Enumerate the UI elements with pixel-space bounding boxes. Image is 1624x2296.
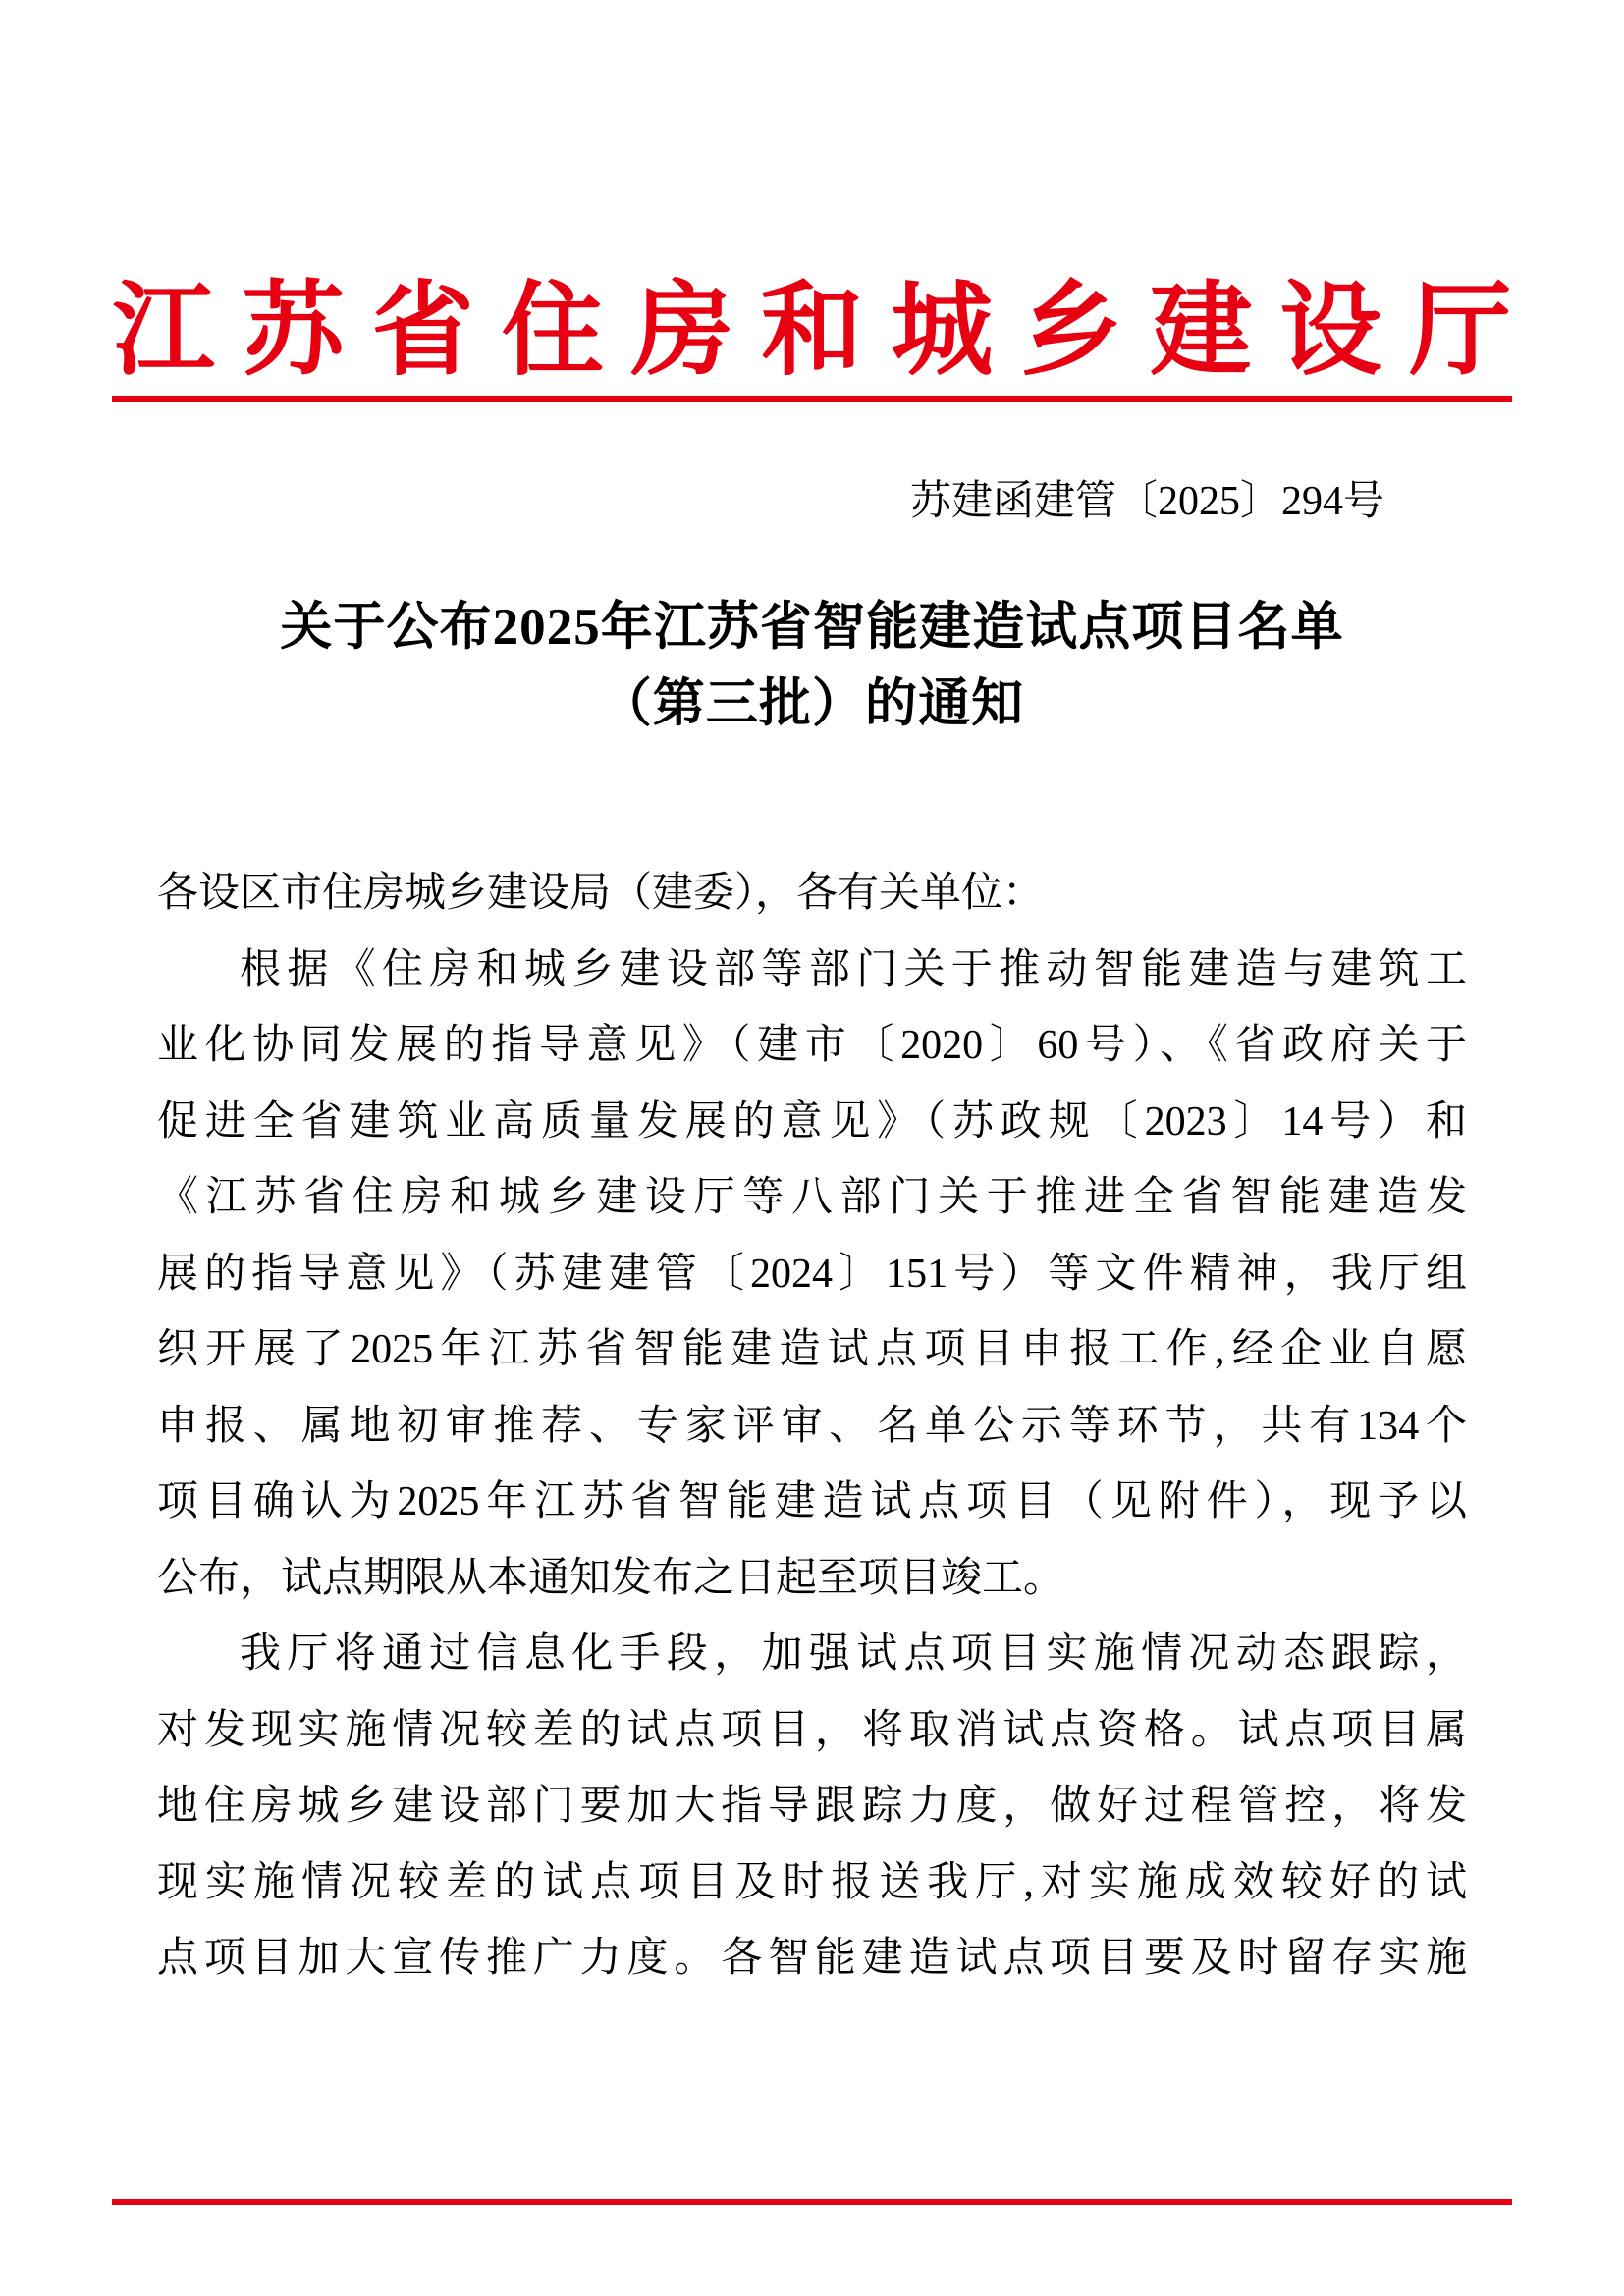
body-line: 公布，试点期限从本通知发布之日起至项目竣工。 [157, 1555, 1065, 1601]
body-line: 促进全省建筑业高质量发展的意见》（苏政规〔2023〕14号）和 [157, 1098, 1467, 1145]
salutation-line: 各设区市住房城乡建设局（建委），各有关单位： [157, 871, 1045, 916]
body-line: 现实施情况较差的试点项目及时报送我厅,对实施成效较好的试 [157, 1859, 1467, 1905]
body-line: 业化协同发展的指导意见》（建市〔2020〕60号）、《省政府关于 [157, 1023, 1467, 1068]
notice-title [0, 589, 1624, 742]
body-line: 我厅将通过信息化手段，加强试点项目实施情况动态跟踪， [240, 1631, 1467, 1677]
body-line: 点项目加大宣传推广力度。各智能建造试点项目要及时留存实施 [157, 1936, 1467, 1981]
body-line: 织开展了2025年江苏省智能建造试点项目申报工作,经企业自愿 [157, 1327, 1467, 1372]
notice-title-line2: （第三批）的通知 [599, 675, 1025, 732]
body-line: 申报、属地初审推荐、专家评审、名单公示等环节，共有134个 [157, 1403, 1467, 1449]
footer-divider-line [112, 2199, 1512, 2205]
body-line: 项目确认为2025年江苏省智能建造试点项目（见附件），现予以 [157, 1479, 1467, 1524]
body-line: 对发现实施情况较差的试点项目，将取消试点资格。试点项目属 [157, 1707, 1467, 1753]
body-line: 根据《住房和城乡建设部等部门关于推动智能建造与建筑工 [240, 946, 1467, 992]
header-divider-line [112, 396, 1512, 402]
notice-title-line1: 关于公布2025年江苏省智能建造试点项目名单 [280, 599, 1344, 656]
masthead-title: 江苏省住房和城乡建设厅 [112, 275, 1540, 388]
body-line: 展的指导意见》（苏建建管〔2024〕151号）等文件精神，我厅组 [157, 1251, 1467, 1297]
body-line: 地住房城乡建设部门要加大指导跟踪力度，做好过程管控，将发 [157, 1784, 1467, 1829]
doc-number: 苏建函建管〔2025〕294号 [909, 479, 1384, 524]
notice-body [157, 856, 1467, 1998]
body-line: 《江苏省住房和城乡建设厅等八部门关于推进全省智能建造发 [157, 1175, 1467, 1220]
